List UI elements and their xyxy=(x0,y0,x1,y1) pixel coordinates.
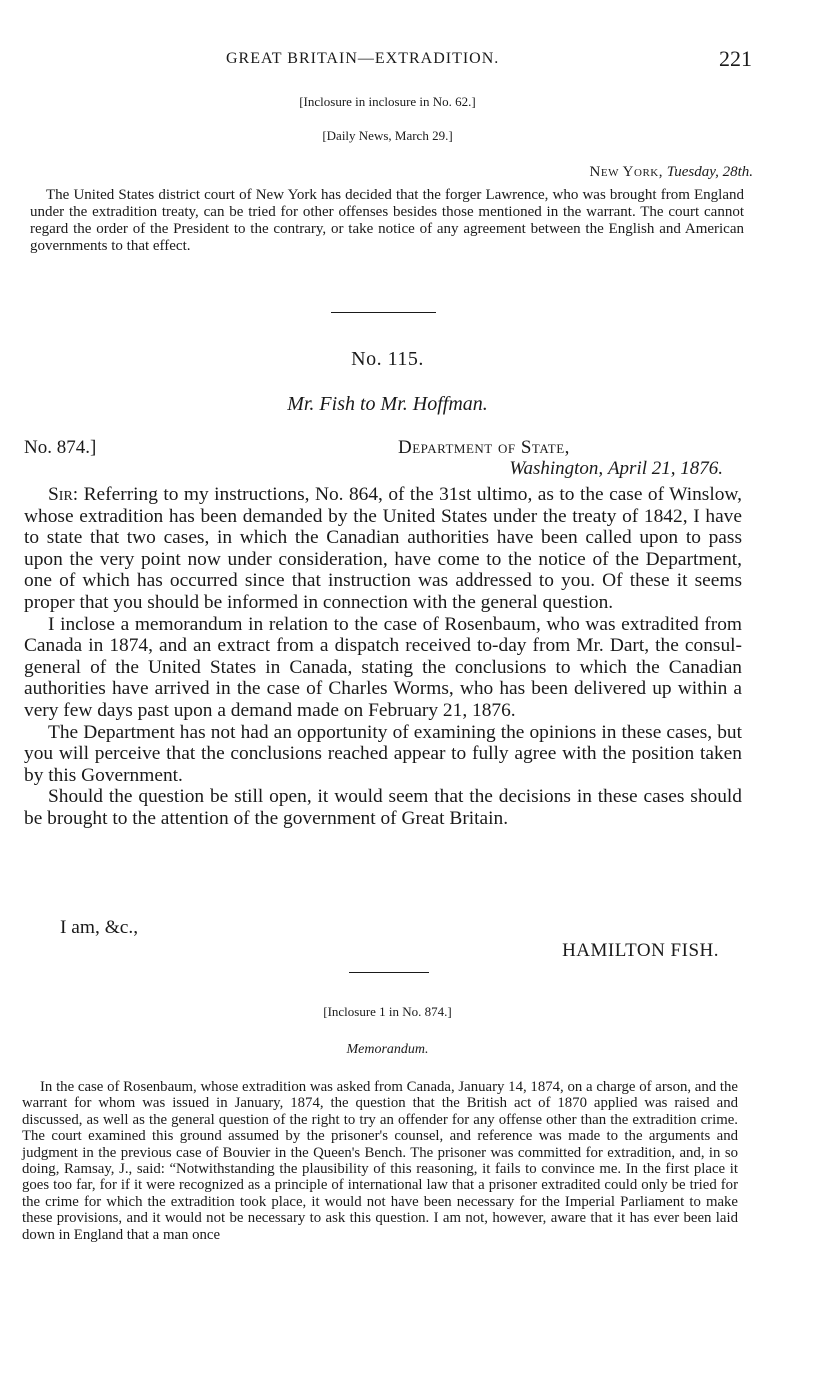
document-title: Mr. Fish to Mr. Hoffman. xyxy=(287,393,488,415)
letter-paragraph xyxy=(24,484,742,614)
letter-department: Department of State, xyxy=(398,437,570,458)
news-body xyxy=(30,187,744,255)
running-title: GREAT BRITAIN—EXTRADITION. xyxy=(226,50,500,67)
news-enclosure-label: [Inclosure in inclosure in No. 62.] xyxy=(299,94,476,109)
letter-paragraph: Should the question be still open, it would seem that the decisions in these cases should be brought to the attention of the government of Great Britain. xyxy=(24,786,742,829)
letter-date xyxy=(509,458,723,480)
section-divider xyxy=(349,972,429,973)
news-paragraph: The United States district court of New York has decided that the forger Lawrence, who was brought from England under the extradition treaty, can be tried for other offenses besides those mentioned in the warrant. The court cannot regard the order of the President to the contrary, or take notice of any agreement between the English and American governments to that effect. xyxy=(30,187,744,254)
dateline-place: New York, xyxy=(589,164,663,180)
news-source: [Daily News, March 29.] xyxy=(322,128,453,143)
memo-body xyxy=(22,1079,738,1243)
memo-enclosure-label: [Inclosure 1 in No. 874.] xyxy=(323,1004,452,1019)
news-dateline xyxy=(590,164,753,181)
memo-paragraph: In the case of Rosenbaum, whose extradition was asked from Canada, January 14, 1874, on a charge of arson, and the warrant for whom was issued in January, 1874, the question that the British act of 1870 applied was raised and discussed, as well as the general question of the right to try an offender for any offense other than the extradition crime. The court examined this ground assumed by the prisoner's counsel, and reference was made to the arguments and judgment in the previous case of Bouvier in the Queen's Bench. The prisoner was committed for extradition, and, in so doing, Ramsay, J., said: “Notwithstanding the plausibility of this reasoning, it fails to convince me. In the first place it goes too far, for if it were recognized as a principle of international law that a prisoner extradited could only be tried for the crime for which the extradition took place, it would not have been necessary for the Imperial Parliament to make these provisions, and it would not be necessary to ask this question. I am not, however, aware that it has ever been laid down in England that a man once xyxy=(22,1079,738,1243)
letter-paragraph: I inclose a memorandum in relation to the case of Rosenbaum, who was extradited from Canada in 1874, and an extract from a dispatch received to-day from Mr. Dart, the consul-general of the United States in Canada, stating the conclusions to which the Canadian authorities have arrived in the case of Charles Worms, who has been delivered up within a very few days past upon a demand made on February 21, 1876. xyxy=(24,613,742,721)
running-head xyxy=(0,46,831,74)
page-number: 221 xyxy=(719,46,752,71)
letter-closing: I am, &c., xyxy=(60,917,139,938)
letter-body xyxy=(24,484,742,830)
memo-title: Memorandum. xyxy=(346,1042,429,1057)
letter-date-month: April 21, 1876. xyxy=(607,458,723,479)
letter-place: Washington, xyxy=(509,458,604,479)
dateline-date: Tuesday, 28th. xyxy=(666,164,753,180)
letter-reference: No. 874.] xyxy=(24,437,97,458)
letter-paragraph-1-text: Referring to my instructions, No. 864, of the 31st ultimo, as to the case of Winslow, whose extradition has been demanded by the United States under the treaty of 1842, I have to state that two cases, in which the Canadian authorities have been called upon to pass upon the very point now under consideration, have come to the notice of the Department, one of which has occurred since that instruction was addressed to you. Of these it seems proper that you should be informed in connection with the general question. xyxy=(24,484,742,613)
letter-signature: HAMILTON FISH. xyxy=(562,940,719,961)
letter-paragraph: The Department has not had an opportunity of examining the opinions in these cases, but you will perceive that the conclusions reached appear to fully agree with the position taken by this Government. xyxy=(24,721,742,786)
document-number: No. 115. xyxy=(351,348,424,370)
letter-salutation: Sir: xyxy=(48,484,79,505)
section-divider xyxy=(331,312,436,313)
